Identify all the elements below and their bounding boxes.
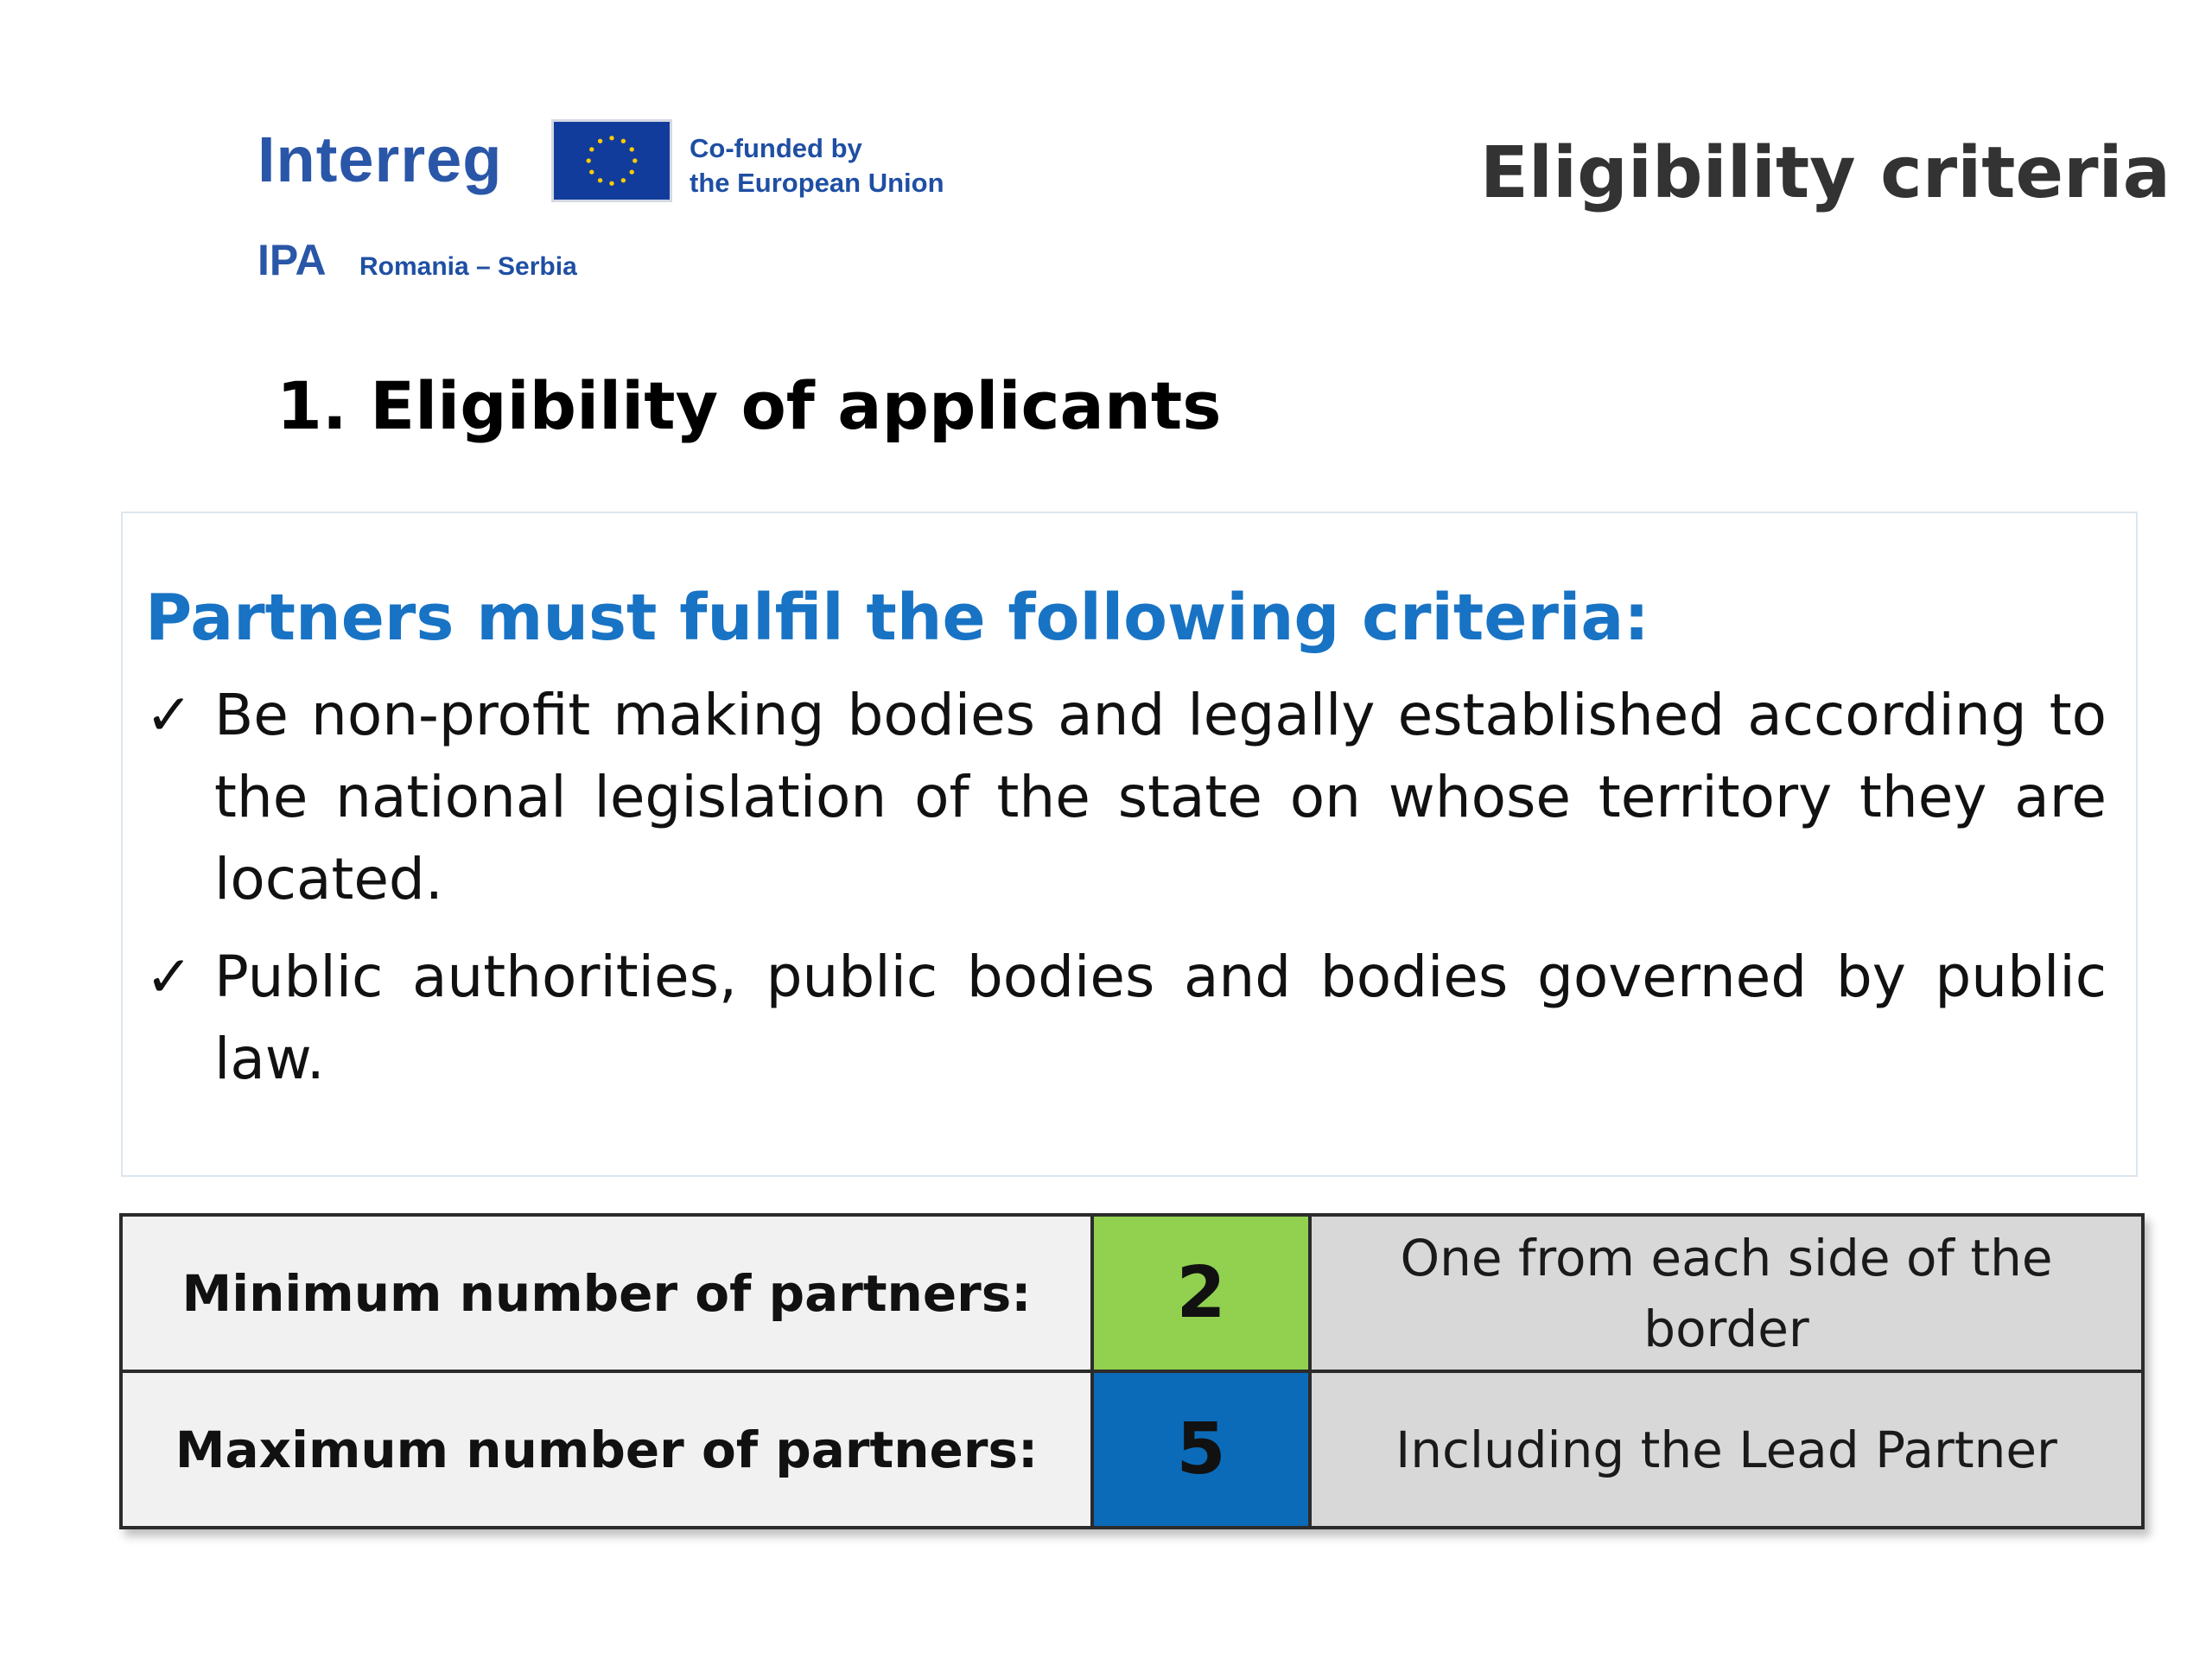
min-partners-note: One from each side of the border: [1310, 1215, 2143, 1371]
criteria-heading: Partners must fulfil the following criteria:: [145, 581, 1649, 655]
criteria-item: [145, 936, 2107, 1100]
check-icon: ✓: [145, 682, 194, 748]
criteria-item: [145, 674, 2107, 920]
table-row: [121, 1371, 2143, 1528]
eu-star: [632, 158, 637, 162]
check-icon: ✓: [145, 944, 194, 1010]
criteria-item-text: Public authorities, public bodies and bodies governed by public law.: [214, 944, 2107, 1092]
min-partners-value: 2: [1092, 1215, 1310, 1371]
cofunded-line-2: the European Union: [690, 168, 944, 198]
page-title: Eligibility criteria: [1479, 132, 2171, 214]
eu-star: [609, 136, 613, 140]
eu-star: [621, 139, 626, 143]
criteria-item-text: Be non-profit making bodies and legally established according to the national legislation of the state on whose territory they are located.: [214, 682, 2107, 912]
partners-table: [119, 1213, 2145, 1529]
table-row: [121, 1215, 2143, 1371]
ipa-logo-text: IPA: [257, 236, 327, 284]
eu-star: [598, 139, 602, 143]
criteria-box: [121, 512, 2138, 1177]
eu-star: [609, 181, 613, 186]
eu-flag-icon: [551, 119, 672, 202]
eu-star: [589, 170, 594, 175]
cofunded-label: [690, 131, 944, 200]
eu-star: [630, 170, 634, 175]
region-label: Romania – Serbia: [359, 252, 577, 281]
eu-star: [630, 147, 634, 151]
section-heading: 1. Eligibility of applicants: [276, 367, 1222, 444]
eu-star: [587, 158, 591, 162]
max-partners-note: Including the Lead Partner: [1310, 1371, 2143, 1528]
programme-logo: [251, 116, 976, 297]
max-partners-label: Maximum number of partners:: [121, 1371, 1092, 1528]
cofunded-line-1: Co-funded by: [690, 133, 862, 163]
eu-star: [598, 178, 602, 182]
criteria-list: [145, 674, 2107, 1116]
interreg-logo-text: Interreg: [257, 124, 503, 195]
min-partners-label: Minimum number of partners:: [121, 1215, 1092, 1371]
eu-star: [621, 178, 626, 182]
eu-star: [589, 147, 594, 151]
max-partners-value: 5: [1092, 1371, 1310, 1528]
